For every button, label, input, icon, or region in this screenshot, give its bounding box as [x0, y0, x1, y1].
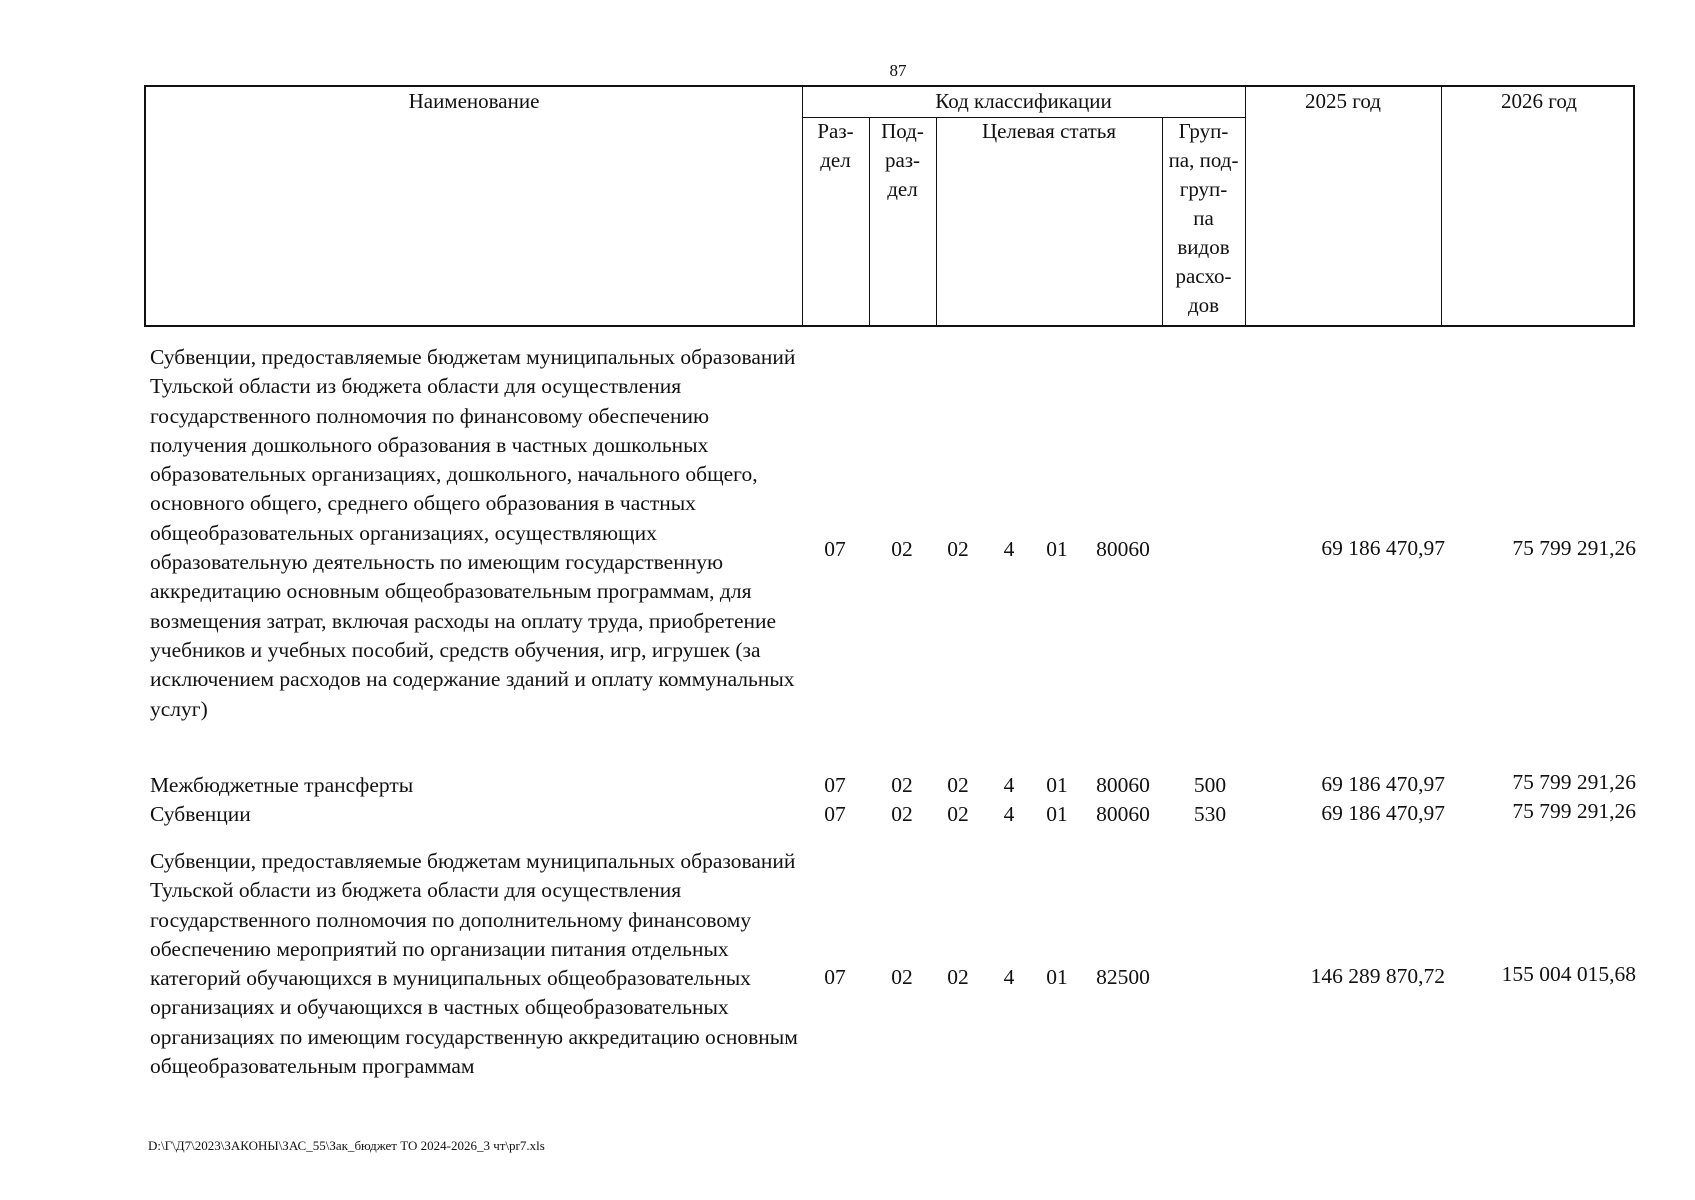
- divider: [1245, 87, 1246, 325]
- row-4-ts4: 82500: [1096, 965, 1150, 989]
- row-1-name: Субвенции, предоставляемые бюджетам муниципальных образований Тульской области из бюджета области для осуществления государственного полномочия по финансовому обеспечению получения дошкольного образования в частных дошкольных образовательных организациях, дошкольного, начального общего, основного общего, среднего общего образования в частных общеобразовательных организациях, осуществляющих образовательную деятельность по имеющим государственную аккредитацию основным общеобразовательным программам, для возмещения затрат, включая расходы на оплату труда, приобретение учебников и учебных пособий, средств обучения, игр, игрушек (за исключением расходов на содержание зданий и оплату коммунальных услуг): [150, 345, 796, 721]
- row-4-razdel: 07: [824, 965, 846, 989]
- header-year-2026: 2026 год: [1501, 89, 1577, 113]
- divider: [936, 117, 937, 325]
- row-1-ts1: 02: [947, 537, 969, 561]
- row-4-ts2: 4: [1003, 965, 1015, 989]
- row-2-2025: 69 186 470,97: [1321, 772, 1445, 796]
- row-1-2025: 69 186 470,97: [1321, 536, 1445, 560]
- row-3-gruppa: 530: [1193, 802, 1227, 826]
- header-gruppa: Груп- па, под- груп- па видов расхо- дов: [1168, 119, 1239, 317]
- row-1-2026: 75 799 291,26: [1512, 536, 1636, 560]
- row-3-2025: 69 186 470,97: [1321, 801, 1445, 825]
- row-4-2025: 146 289 870,72: [1310, 964, 1445, 988]
- row-2-razdel: 07: [824, 773, 846, 797]
- table-header: [144, 85, 1635, 327]
- row-2-gruppa: 500: [1193, 773, 1227, 797]
- header-tselevaya: Целевая статья: [981, 119, 1117, 143]
- row-1-ts3: 01: [1046, 537, 1068, 561]
- row-2-name: Межбюджетные трансферты: [150, 773, 414, 797]
- row-4-name: Субвенции, предоставляемые бюджетам муниципальных образований Тульской области из бюджета области для осуществления государственного полномочия по дополнительному финансовому обеспечению мероприятий по организации питания отдельных категорий обучающихся в муниципальных общеобразовательных организациях и обучающихся в частных общеобразовательных организациях по имеющим государственную аккредитацию основным общеобразовательным программам: [150, 849, 798, 1079]
- header-year-2025: 2025 год: [1305, 89, 1381, 113]
- row-1-ts4: 80060: [1096, 537, 1150, 561]
- row-3-podrazdel: 02: [891, 802, 913, 826]
- row-3-name: Субвенции: [150, 802, 251, 826]
- header-podrazdel: Под- раз- дел: [881, 119, 924, 201]
- row-1-podrazdel: 02: [891, 537, 913, 561]
- divider: [1441, 87, 1442, 325]
- row-4-podrazdel: 02: [891, 965, 913, 989]
- row-3-ts2: 4: [1003, 802, 1015, 826]
- row-3-2026: 75 799 291,26: [1512, 799, 1636, 823]
- header-code-group: Код классификации: [935, 89, 1112, 113]
- row-3-razdel: 07: [824, 802, 846, 826]
- row-3-ts4: 80060: [1096, 802, 1150, 826]
- header-name: Наименование: [408, 89, 540, 113]
- row-4-2026: 155 004 015,68: [1501, 962, 1636, 986]
- row-1-razdel: 07: [824, 537, 846, 561]
- row-2-podrazdel: 02: [891, 773, 913, 797]
- row-2-ts3: 01: [1046, 773, 1068, 797]
- page-number: 87: [889, 61, 907, 80]
- row-4-ts1: 02: [947, 965, 969, 989]
- header-razdel: Раз- дел: [817, 119, 854, 172]
- row-2-2026: 75 799 291,26: [1512, 770, 1636, 794]
- row-2-ts4: 80060: [1096, 773, 1150, 797]
- file-path-footer: D:\Г\Д7\2023\ЗАКОНЫ\ЗАС_55\Зак_бюджет ТО 2024-2026_3 чт\pr7.xls: [148, 1138, 545, 1153]
- row-4-ts3: 01: [1046, 965, 1068, 989]
- row-3-ts1: 02: [947, 802, 969, 826]
- row-2-ts2: 4: [1003, 773, 1015, 797]
- row-1-ts2: 4: [1003, 537, 1015, 561]
- row-2-ts1: 02: [947, 773, 969, 797]
- row-3-ts3: 01: [1046, 802, 1068, 826]
